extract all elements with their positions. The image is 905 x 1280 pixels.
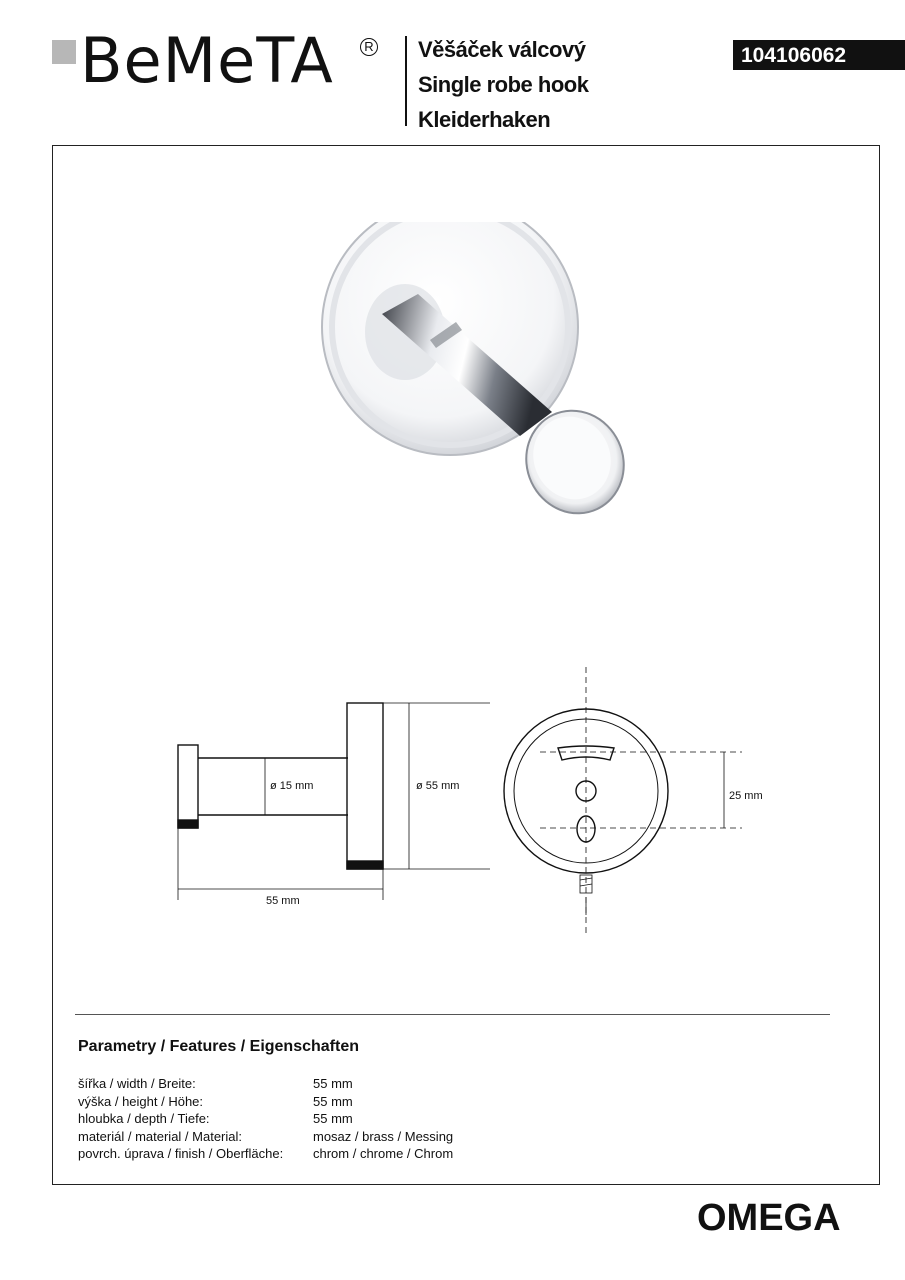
brand-logo: BeMeTA — [80, 24, 334, 97]
features-table — [78, 1075, 453, 1163]
dim-depth: 55 mm — [266, 895, 300, 907]
registered-mark: R — [360, 38, 378, 56]
title-en: Single robe hook — [418, 72, 589, 97]
title-cz: Věšáček válcový — [418, 37, 586, 62]
spec-row-depth: hloubka / depth / Tiefe: 55 mm — [78, 1111, 353, 1126]
dim-hole-spacing: 25 mm — [729, 790, 763, 802]
title-de: Kleiderhaken — [418, 107, 551, 132]
spec-row-width: šířka / width / Breite: 55 mm — [78, 1076, 353, 1091]
spec-row-height: výška / height / Höhe: 55 mm — [78, 1093, 353, 1109]
features-heading: Parametry / Features / Eigenschaften — [78, 1038, 359, 1055]
spec-row-material: materiál / material / Material: mosaz / brass / Messing — [78, 1128, 454, 1144]
dim-rod-diameter: ø 15 mm — [270, 780, 314, 792]
spec-row-finish: povrch. úprava / finish / Oberfläche: chrom / chrome / Chrom — [78, 1146, 454, 1161]
series-name: OMEGA — [697, 1197, 841, 1239]
product-code: 104106062 — [733, 40, 905, 70]
section-divider — [75, 1014, 830, 1015]
dim-plate-diameter: ø 55 mm — [416, 780, 460, 792]
